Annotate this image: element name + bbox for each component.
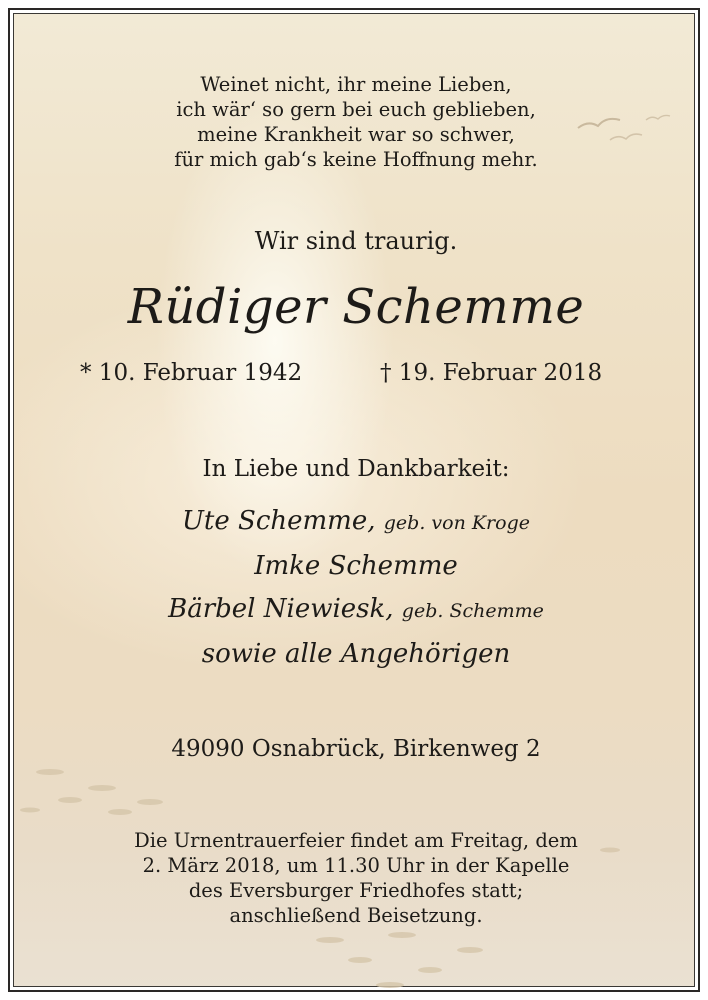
family-member-name: Imke Schemme <box>254 551 458 581</box>
poem-line: Weinet nicht, ihr meine Lieben, <box>200 73 512 96</box>
death-date: † 19. Februar 2018 <box>380 360 603 386</box>
family-member <box>10 633 700 676</box>
poem <box>10 72 700 172</box>
family-member <box>10 500 700 545</box>
family-member-note: geb. Schemme <box>401 600 544 622</box>
thanks-heading: In Liebe und Dankbarkeit: <box>202 456 510 482</box>
poem-line: meine Krankheit war so schwer, <box>197 123 515 146</box>
family-member-note: geb. von Kroge <box>383 512 530 534</box>
ceremony-line: 2. März 2018, um 11.30 Uhr in der Kapelle <box>142 854 570 877</box>
ceremony-line: anschließend Beisetzung. <box>229 904 483 927</box>
family-member <box>10 545 700 588</box>
ceremony-line: Die Urnentrauerfeier findet am Freitag, dem <box>134 829 578 852</box>
family-list <box>10 500 700 676</box>
obituary-notice <box>8 8 700 992</box>
birth-date: * 10. Februar 1942 <box>80 360 303 386</box>
ceremony-info <box>10 828 700 928</box>
family-member-name: sowie alle Angehörigen <box>201 639 511 669</box>
family-member-name: Ute Schemme, <box>182 506 376 536</box>
address: 49090 Osnabrück, Birkenweg 2 <box>171 736 541 762</box>
deceased-name: Rüdiger Schemme <box>127 279 585 335</box>
family-member-name: Bärbel Niewiesk, <box>168 594 394 624</box>
family-member <box>10 588 700 633</box>
poem-line: für mich gab‘s keine Hoffnung mehr. <box>174 148 538 171</box>
ceremony-line: des Eversburger Friedhofes statt; <box>188 879 524 902</box>
poem-line: ich wär‘ so gern bei euch geblieben, <box>176 98 536 121</box>
intro-text: Wir sind traurig. <box>254 227 458 255</box>
